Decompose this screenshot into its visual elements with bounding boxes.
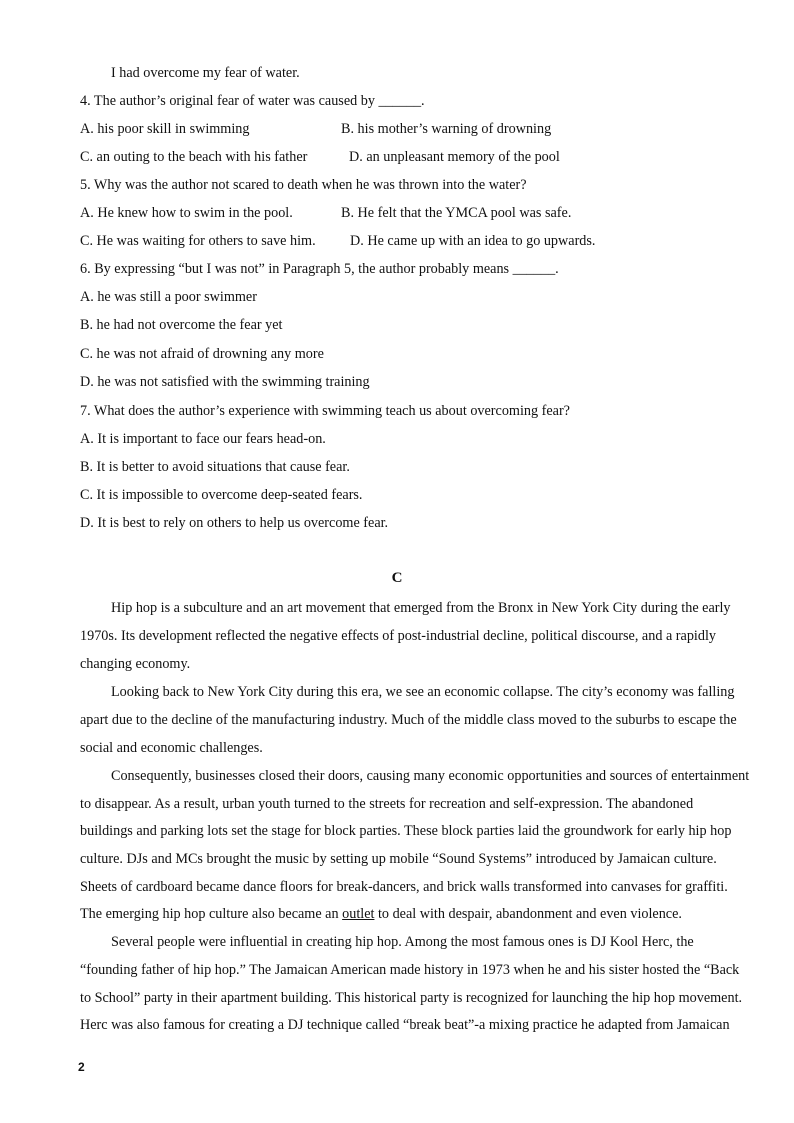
passage-line [80, 905, 682, 923]
question-6-option-d: D. he was not satisfied with the swimming training [80, 374, 370, 390]
page-number: 2 [78, 1060, 85, 1074]
question-7-option-a: A. It is important to face our fears head-on. [80, 431, 326, 447]
question-6-option-c: C. he was not afraid of drowning any more [80, 346, 324, 362]
question-6-option-a: A. he was still a poor swimmer [80, 289, 257, 305]
question-5-stem: 5. Why was the author not scared to death when he was thrown into the water? [80, 177, 527, 193]
passage-line: Sheets of cardboard became dance floors for break-dancers, and brick walls transformed into canvases for graffiti. [80, 879, 728, 895]
passage-line: Herc was also famous for creating a DJ technique called “break beat”-a mixing practice he adapted from Jamaican [80, 1017, 730, 1033]
passage-line: social and economic challenges. [80, 740, 263, 756]
passage-line: Looking back to New York City during this era, we see an economic collapse. The city’s economy was falling [111, 684, 735, 700]
question-5-option-b: B. He felt that the YMCA pool was safe. [341, 205, 572, 221]
question-7-option-b: B. It is better to avoid situations that cause fear. [80, 459, 350, 475]
passage-line: Consequently, businesses closed their doors, causing many economic opportunities and sources of entertainment [111, 768, 750, 784]
question-6-option-b: B. he had not overcome the fear yet [80, 317, 283, 333]
question-4-option-c: C. an outing to the beach with his father [80, 149, 308, 165]
question-7-option-c: C. It is impossible to overcome deep-seated fears. [80, 487, 363, 503]
passage-line: Hip hop is a subculture and an art movement that emerged from the Bronx in New York City during the early [111, 600, 731, 616]
question-4-stem: 4. The author’s original fear of water was caused by ______. [80, 93, 425, 109]
passage-line: “founding father of hip hop.” The Jamaican American made history in 1973 when he and his sister hosted the “Back [80, 962, 740, 978]
passage-line: Several people were influential in creating hip hop. Among the most famous ones is DJ Kool Herc, the [111, 934, 694, 950]
question-5-option-c: C. He was waiting for others to save him. [80, 233, 316, 249]
question-6-stem: 6. By expressing “but I was not” in Paragraph 5, the author probably means ______. [80, 261, 559, 277]
question-7-stem: 7. What does the author’s experience with swimming teach us about overcoming fear? [80, 403, 570, 419]
passage-line: culture. DJs and MCs brought the music by setting up mobile “Sound Systems” introduced by Jamaican culture. [80, 851, 717, 867]
passage-line: changing economy. [80, 656, 191, 672]
passage-line: 1970s. Its development reflected the negative effects of post-industrial decline, political discourse, and a rapidly [80, 628, 716, 644]
section-heading: C [391, 570, 403, 586]
question-4-option-a: A. his poor skill in swimming [80, 121, 250, 137]
question-5-option-d: D. He came up with an idea to go upwards. [350, 233, 596, 249]
passage-text: to deal with despair, abandonment and even violence. [374, 906, 682, 922]
carry-over-line: I had overcome my fear of water. [111, 65, 300, 81]
underlined-word-outlet: outlet [342, 906, 375, 922]
passage-line: buildings and parking lots set the stage for block parties. These block parties laid the groundwork for early hip hop [80, 823, 732, 839]
passage-text: The emerging hip hop culture also became an [80, 906, 343, 922]
question-5-option-a: A. He knew how to swim in the pool. [80, 205, 293, 221]
passage-line: to disappear. As a result, urban youth turned to the streets for recreation and self-expression. The abandoned [80, 796, 694, 812]
question-4-option-d: D. an unpleasant memory of the pool [349, 149, 560, 165]
question-7-option-d: D. It is best to rely on others to help us overcome fear. [80, 515, 389, 531]
passage-line: to School” party in their apartment building. This historical party is recognized for launching the hip hop movement. [80, 990, 743, 1006]
passage-line: apart due to the decline of the manufacturing industry. Much of the middle class moved to the suburbs to escape the [80, 712, 737, 728]
question-4-option-b: B. his mother’s warning of drowning [341, 121, 552, 137]
